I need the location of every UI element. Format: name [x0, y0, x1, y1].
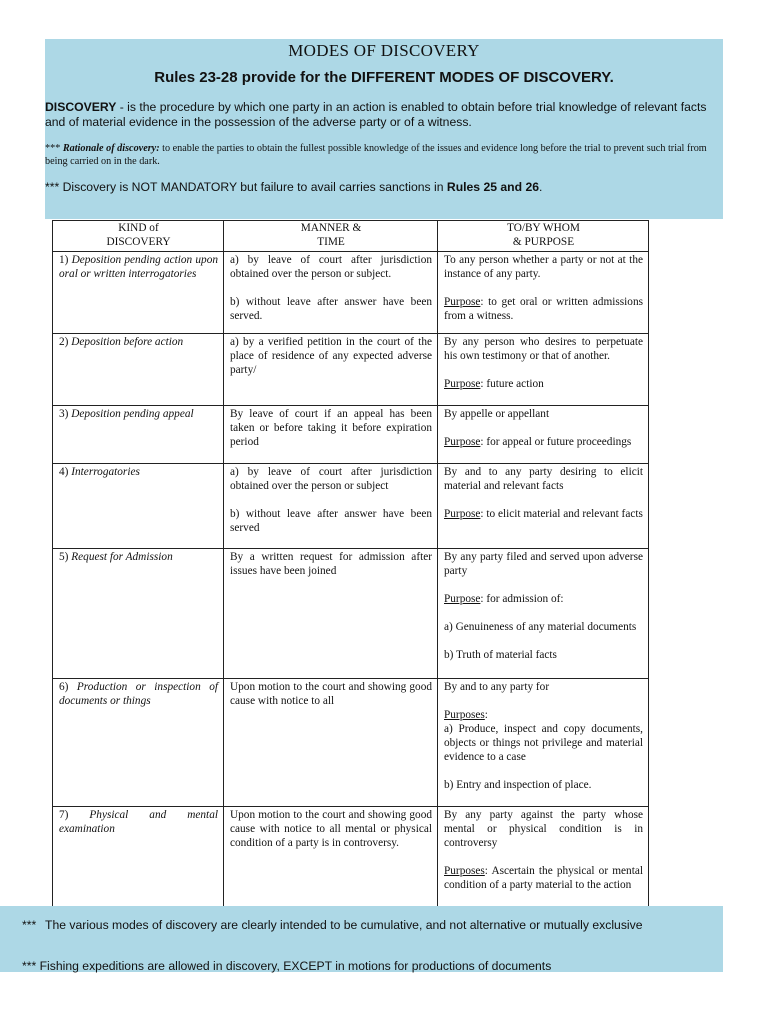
manner-cell: a) by leave of court after jurisdiction obtained over the person or subject. b) without leave after answer have been served.	[224, 252, 438, 334]
kind-cell: 6) Production or inspection of documents or things	[53, 679, 224, 807]
header-kind: KIND of DISCOVERY	[53, 221, 224, 252]
table-row	[53, 807, 649, 907]
header-box	[45, 39, 723, 219]
fishing-note: *** Fishing expeditions are allowed in discovery, EXCEPT in motions for productions of documents	[22, 959, 552, 973]
rationale-label: Rationale of discovery:	[62, 143, 160, 154]
kind-cell: 7) Physical and mental examination	[53, 807, 224, 907]
table-row	[53, 679, 649, 807]
whom-cell: By and to any party for Purposes: a) Produce, inspect and copy documents, objects or things not privilege and material evidence to a case b) Entry and inspection of place.	[438, 679, 649, 807]
header-manner: MANNER & TIME	[224, 221, 438, 252]
cumulative-note-text: The various modes of discovery are clearly intended to be cumulative, and not alternative or mutually exclusive	[45, 918, 643, 932]
footer-box	[0, 906, 723, 972]
definition-term: DISCOVERY	[45, 100, 117, 114]
page-subtitle: Rules 23-28 provide for the DIFFERENT MODES OF DISCOVERY.	[154, 69, 614, 86]
mandatory-end: .	[539, 180, 543, 194]
table-header-row	[53, 221, 649, 252]
kind-cell: 3) Deposition pending appeal	[53, 406, 224, 464]
table-row	[53, 252, 649, 334]
manner-cell: By a written request for admission after issues have been joined	[224, 549, 438, 679]
manner-cell: a) by a verified petition in the court of the place of residence of any expected adverse party/	[224, 334, 438, 406]
discovery-definition	[45, 100, 725, 130]
page-title: MODES OF DISCOVERY	[288, 41, 480, 60]
table-row	[53, 549, 649, 679]
definition-text: - is the procedure by which one party in an action is enabled to obtain before trial knowledge of relevant facts and of material evidence in the possession of the adverse party or of a witness.	[45, 100, 707, 129]
whom-cell: To any person whether a party or not at the instance of any party. Purpose: to get oral or written admissions from a witness.	[438, 252, 649, 334]
whom-cell: By and to any party desiring to elicit material and relevant facts Purpose: to elicit material and relevant facts	[438, 464, 649, 549]
table-row	[53, 406, 649, 464]
mandatory-text: *** Discovery is NOT MANDATORY but failure to avail carries sanctions in	[45, 180, 447, 194]
kind-cell: 5) Request for Admission	[53, 549, 224, 679]
rationale-text: to enable the parties to obtain the fullest possible knowledge of the issues and evidence long before the trial to prevent such trial from being carried on in the dark.	[45, 143, 707, 167]
cumulative-note	[22, 918, 723, 933]
mandatory-rules: Rules 25 and 26	[446, 180, 540, 194]
kind-cell: 4) Interrogatories	[53, 464, 224, 549]
header-whom: TO/BY WHOM & PURPOSE	[438, 221, 649, 252]
manner-cell: a) by leave of court after jurisdiction obtained over the person or subject b) without leave after answer have been served	[224, 464, 438, 549]
whom-cell: By any party filed and served upon adverse party Purpose: for admission of: a) Genuineness of any material documents b) Truth of material facts	[438, 549, 649, 679]
note-asterisks: ***	[22, 918, 37, 932]
kind-cell: 1) Deposition pending action upon oral or written interrogatories	[53, 252, 224, 334]
kind-cell: 2) Deposition before action	[53, 334, 224, 406]
table-row	[53, 464, 649, 549]
manner-cell: Upon motion to the court and showing good cause with notice to all mental or physical condition of a party is in controversy.	[224, 807, 438, 907]
whom-cell: By any party against the party whose mental or physical condition is in controversy Purposes: Ascertain the physical or mental condition of a party material to the action	[438, 807, 649, 907]
rationale-note	[45, 142, 715, 168]
modes-table	[52, 220, 649, 907]
rationale-prefix: ***	[45, 143, 63, 154]
table-row	[53, 334, 649, 406]
whom-cell: By any person who desires to perpetuate his own testimony or that of another. Purpose: future action	[438, 334, 649, 406]
manner-cell: By leave of court if an appeal has been taken or before taking it before expiration period	[224, 406, 438, 464]
whom-cell: By appelle or appellant Purpose: for appeal or future proceedings	[438, 406, 649, 464]
manner-cell: Upon motion to the court and showing good cause with notice to all	[224, 679, 438, 807]
mandatory-note	[45, 180, 715, 195]
